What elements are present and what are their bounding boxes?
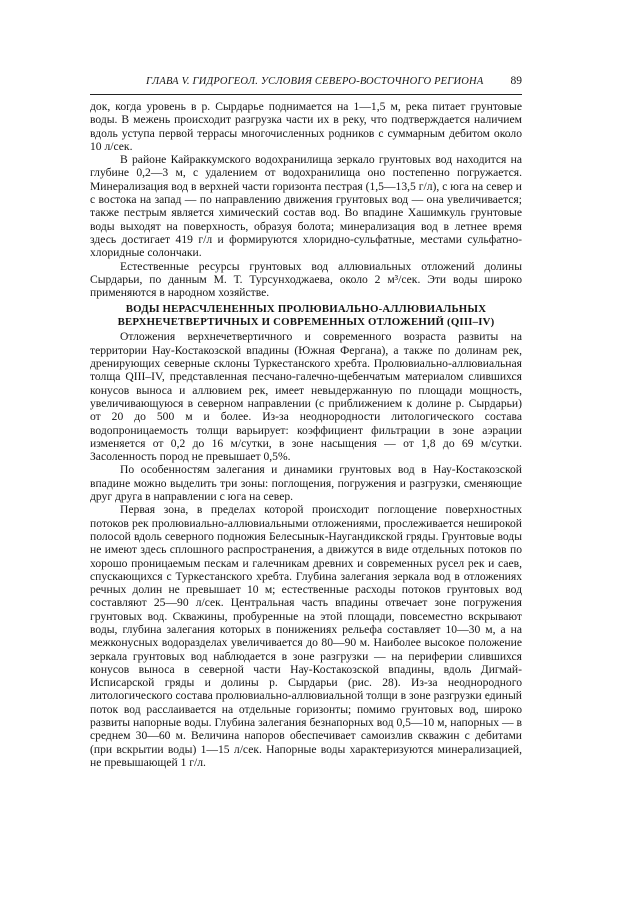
paragraph: По особенностям залегания и динамики грунтовых вод в Нау-Костакозской впадине можно выделить три зоны: поглощения, погружения и разгрузки, сменяющие друг друга в направлении с юга на север.: [90, 463, 522, 504]
paragraph: В районе Кайраккумского водохранилища зеркало грунтовых вод находится на глубине 0,2—3 м, с удалением от водохранилища оно постепенно погружается. Минерализация вод в верхней части горизонта пестрая (1,5—13,5 г/л), с юга на север и с востока на запад — по направлению движения грунтовых вод — она увеличивается; также пестрым является химический состав вод. Во впадине Хашимкуль грунтовые воды выходят на поверхность, образуя болота; минерализация вод в летнее время здесь достигает 419 г/л и формируются хлоридно-сульфатные, местами сульфатно-хлоридные солончаки.: [90, 153, 522, 260]
section-heading-line: ВЕРХНЕЧЕТВЕРТИЧНЫХ И СОВРЕМЕННЫХ ОТЛОЖЕНИЙ (QIII–IV): [117, 315, 495, 328]
running-header: [90, 74, 522, 95]
section-heading-line: ВОДЫ НЕРАСЧЛЕНЕННЫХ ПРОЛЮВИАЛЬНО-АЛЛЮВИАЛЬНЫХ: [125, 303, 487, 316]
paragraph: Первая зона, в пределах которой происходит поглощение поверхностных потоков рек пролювиально-аллювиальными отложениями, прослеживается неширокой полосой вдоль северного подножия Белесынык-Наугандикской гряды. Грунтовые воды не имеют здесь сплошного распространения, а движутся в виде отдельных потоков по хорошо проницаемым пескам и галечникам древних и современных русел рек и саев, спускающихся с Туркестанского хребта. Глубина залегания зеркала вод в отложениях речных долин не превышает 10 м; естественные расходы потоков грунтовых вод составляют 25—90 л/сек. Центральная часть впадины отвечает зоне погружения грунтовых вод. Скважины, пробуренные на этой площади, повсеместно вскрывают воды, глубина залегания которых в понижениях рельефа составляет 10—30 м, а на межконусных водоразделах увеличивается до 80—90 м. Наиболее высокое положение зеркала грунтовых вод наблюдается в зоне разгрузки — на периферии слившихся конусов выноса в северной части Нау-Костакозской впадины, вдоль Дигмай-Исписарской гряды и долины р. Сырдарьи (рис. 28). Из-за неоднородного литологического состава пролювиально-аллювиальной толщи в зоне разгрузки единый поток вод расслаивается на отдельные горизонты; помимо грунтовых вод, широко развиты напорные воды. Глубина залегания безнапорных вод 0,5—10 м, напорных — в среднем 30—60 м. Величина напоров обеспечивает самоизлив скважин с дебитами (при вскрытии воды) 1—15 л/сек. Напорные воды характеризуются минерализацией, не превышающей 1 г/л.: [90, 503, 522, 769]
body-text: [90, 100, 522, 769]
section-heading: [90, 303, 522, 328]
chapter-title: ГЛАВА V. ГИДРОГЕОЛ. УСЛОВИЯ СЕВЕРО-ВОСТОЧНОГО РЕГИОНА: [146, 76, 484, 87]
page-number: 89: [510, 75, 522, 87]
paragraph: Естественные ресурсы грунтовых вод аллювиальных отложений долины Сырдарьи, по данным М. Т. Турсунходжаева, около 2 м³/сек. Эти воды широко применяются в народном хозяйстве.: [90, 259, 522, 300]
paragraph: док, когда уровень в р. Сырдарье поднимается на 1—1,5 м, река питает грунтовые воды. В межень происходит разгрузка части их в реку, что подтверждается наличием вдоль уступа первой террасы многочисленных родников с суммарным дебитом около 10 л/сек.: [90, 100, 522, 153]
paragraph: Отложения верхнечетвертичного и современного возраста развиты на территории Нау-Костакозской впадины (Южная Фергана), а также по долинам рек, дренирующих северные склоны Туркестанского хребта. Пролювиально-аллювиальная толща QIII–IV, представленная песчано-галечно-щебенчатым материалом слившихся конусов выноса и аллювием рек, имеет невыдержанную по площади мощность, увеличивающуюся в северном направлении (с приближением к долине р. Сырдарьи) от 20 до 500 м и более. Из-за неоднородности литологического состава водопроницаемость толщи варьирует: коэффициент фильтрации в зоне аэрации изменяется от 0,2 до 16 м/сутки, в зоне насыщения — от 1,8 до 69 м/сутки. Засоленность пород не превышает 0,5%.: [90, 330, 522, 464]
